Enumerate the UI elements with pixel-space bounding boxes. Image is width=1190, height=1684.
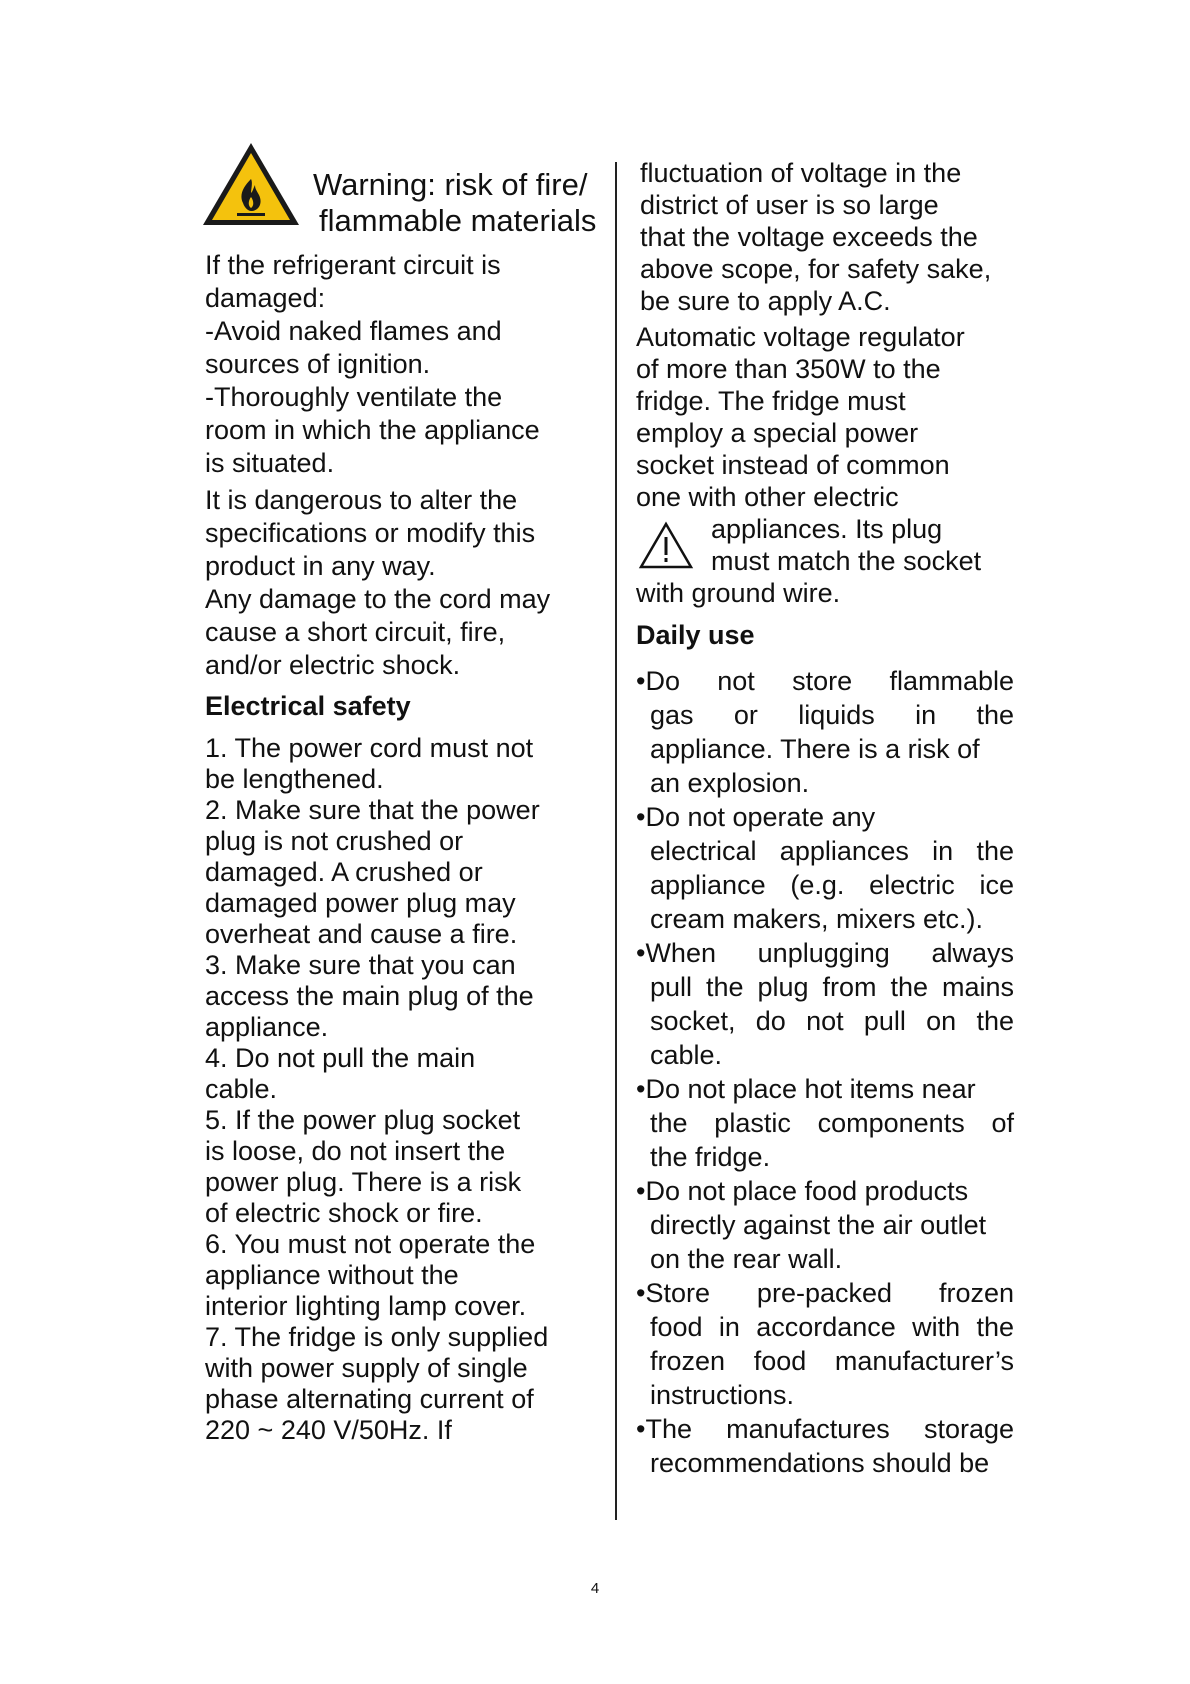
daily-use-heading: Daily use <box>636 620 755 650</box>
text-line: damaged. A crushed or <box>205 857 483 887</box>
text-line: above scope, for safety sake, <box>640 254 992 284</box>
text-line: directly against the air outlet <box>650 1210 987 1240</box>
text-line: cable. <box>650 1040 723 1070</box>
text-line: frozen food manufacturer’s <box>650 1346 1014 1376</box>
text-line: It is dangerous to alter the <box>205 485 518 515</box>
list-item <box>636 936 1014 1072</box>
text-line: appliance. There is a risk of <box>650 734 980 764</box>
bullet-first-line: •Store pre-packed frozen <box>636 1278 1014 1308</box>
text-line: is situated. <box>205 448 335 478</box>
list-item <box>636 800 1014 936</box>
text-line: appliance without the <box>205 1260 459 1290</box>
text-line: room in which the appliance <box>205 415 540 445</box>
bullet-first-line: •The manufactures storage <box>636 1414 1014 1444</box>
text-line: fridge. The fridge must <box>636 386 906 416</box>
text-line: cable. <box>205 1074 278 1104</box>
text-line: the plastic components of <box>650 1108 1014 1138</box>
bullet-first-line: •Do not operate any <box>636 802 876 832</box>
refrigerant-paragraph <box>205 249 590 480</box>
text-line: the fridge. <box>650 1142 771 1172</box>
list-item <box>636 1174 1014 1276</box>
text-line: phase alternating current of <box>205 1384 534 1414</box>
text-line: instructions. <box>650 1380 795 1410</box>
text-line: food in accordance with the <box>650 1312 1014 1342</box>
bullet-first-line: •When unplugging always <box>636 938 1014 968</box>
text-line: 5. If the power plug socket <box>205 1105 521 1135</box>
text-line: damaged power plug may <box>205 888 516 918</box>
daily-use-list <box>636 664 1014 1480</box>
text-line: 1. The power cord must not <box>205 733 534 763</box>
text-line: of more than 350W to the <box>636 354 941 384</box>
text-line: gas or liquids in the <box>650 700 1014 730</box>
text-line: sources of ignition. <box>205 349 431 379</box>
text-line: 7. The fridge is only supplied <box>205 1322 549 1352</box>
text-line: interior lighting lamp cover. <box>205 1291 527 1321</box>
warning-title-line-1: Warning: risk of fire/ <box>313 167 588 202</box>
text-line: recommendations should be <box>650 1448 990 1478</box>
text-line: socket instead of common <box>636 450 950 480</box>
text-line: damaged: <box>205 283 326 313</box>
text-line: appliance. <box>205 1012 329 1042</box>
electrical-safety-heading: Electrical safety <box>205 691 411 721</box>
dangerous-paragraph <box>205 484 590 682</box>
electrical-safety-list <box>205 733 590 1446</box>
text-line: on the rear wall. <box>650 1244 843 1274</box>
text-line: specifications or modify this <box>205 518 536 548</box>
text-line: be lengthened. <box>205 764 384 794</box>
text-line: of electric shock or fire. <box>205 1198 483 1228</box>
text-line: -Avoid naked flames and <box>205 316 502 346</box>
text-line: cause a short circuit, fire, <box>205 617 506 647</box>
text-line: appliance (e.g. electric ice <box>650 870 1014 900</box>
column-divider <box>615 162 617 1520</box>
warning-title-line-2: flammable materials <box>319 203 597 238</box>
right-column <box>636 157 1014 1480</box>
bullet-first-line: •Do not place hot items near <box>636 1074 976 1104</box>
text-line: appliances. Its plug <box>711 514 943 544</box>
page-number: 4 <box>590 1580 600 1597</box>
text-line: cream makers, mixers etc.). <box>650 904 984 934</box>
warning-title <box>313 167 596 239</box>
text-line: is loose, do not insert the <box>205 1136 506 1166</box>
text-line: 2. Make sure that the power <box>205 795 540 825</box>
text-line: with power supply of single <box>205 1353 528 1383</box>
text-line: overheat and cause a fire. <box>205 919 518 949</box>
text-line: district of user is so large <box>640 190 939 220</box>
list-item <box>636 1412 1014 1480</box>
text-line: 3. Make sure that you can <box>205 950 516 980</box>
text-line: be sure to apply A.C. <box>640 286 891 316</box>
text-line: one with other electric <box>636 482 899 512</box>
caution-triangle-icon <box>638 521 694 571</box>
text-line: power plug. There is a risk <box>205 1167 522 1197</box>
text-line: electrical appliances in the <box>650 836 1014 866</box>
text-line: with ground wire. <box>636 578 841 608</box>
voltage-fluctuation-paragraph <box>636 157 1014 317</box>
text-line: 6. You must not operate the <box>205 1229 536 1259</box>
text-line: fluctuation of voltage in the <box>640 158 962 188</box>
bullet-first-line: •Do not place food products <box>636 1176 969 1206</box>
text-line: product in any way. <box>205 551 436 581</box>
bullet-first-line: •Do not store flammable <box>636 666 1014 696</box>
text-line: -Thoroughly ventilate the <box>205 382 503 412</box>
text-line: employ a special power <box>636 418 919 448</box>
text-line: 220 ~ 240 V/50Hz. If <box>205 1415 452 1445</box>
caution-row <box>636 513 1014 577</box>
text-line: plug is not crushed or <box>205 826 464 856</box>
text-line: pull the plug from the mains <box>650 972 1014 1002</box>
text-line: must match the socket <box>711 546 982 576</box>
text-line: 4. Do not pull the main <box>205 1043 476 1073</box>
text-line: and/or electric shock. <box>205 650 461 680</box>
list-item <box>636 1276 1014 1412</box>
left-column <box>205 155 597 1446</box>
regulator-paragraph <box>636 321 1014 609</box>
text-line: access the main plug of the <box>205 981 534 1011</box>
text-line: an explosion. <box>650 768 810 798</box>
warning-header <box>205 155 597 253</box>
text-line: socket, do not pull on the <box>650 1006 1014 1036</box>
list-item <box>636 664 1014 800</box>
text-line: that the voltage exceeds the <box>640 222 978 252</box>
fire-warning-icon <box>199 139 303 231</box>
list-item <box>636 1072 1014 1174</box>
text-line: If the refrigerant circuit is <box>205 250 501 280</box>
text-line: Any damage to the cord may <box>205 584 551 614</box>
text-line: Automatic voltage regulator <box>636 322 965 352</box>
